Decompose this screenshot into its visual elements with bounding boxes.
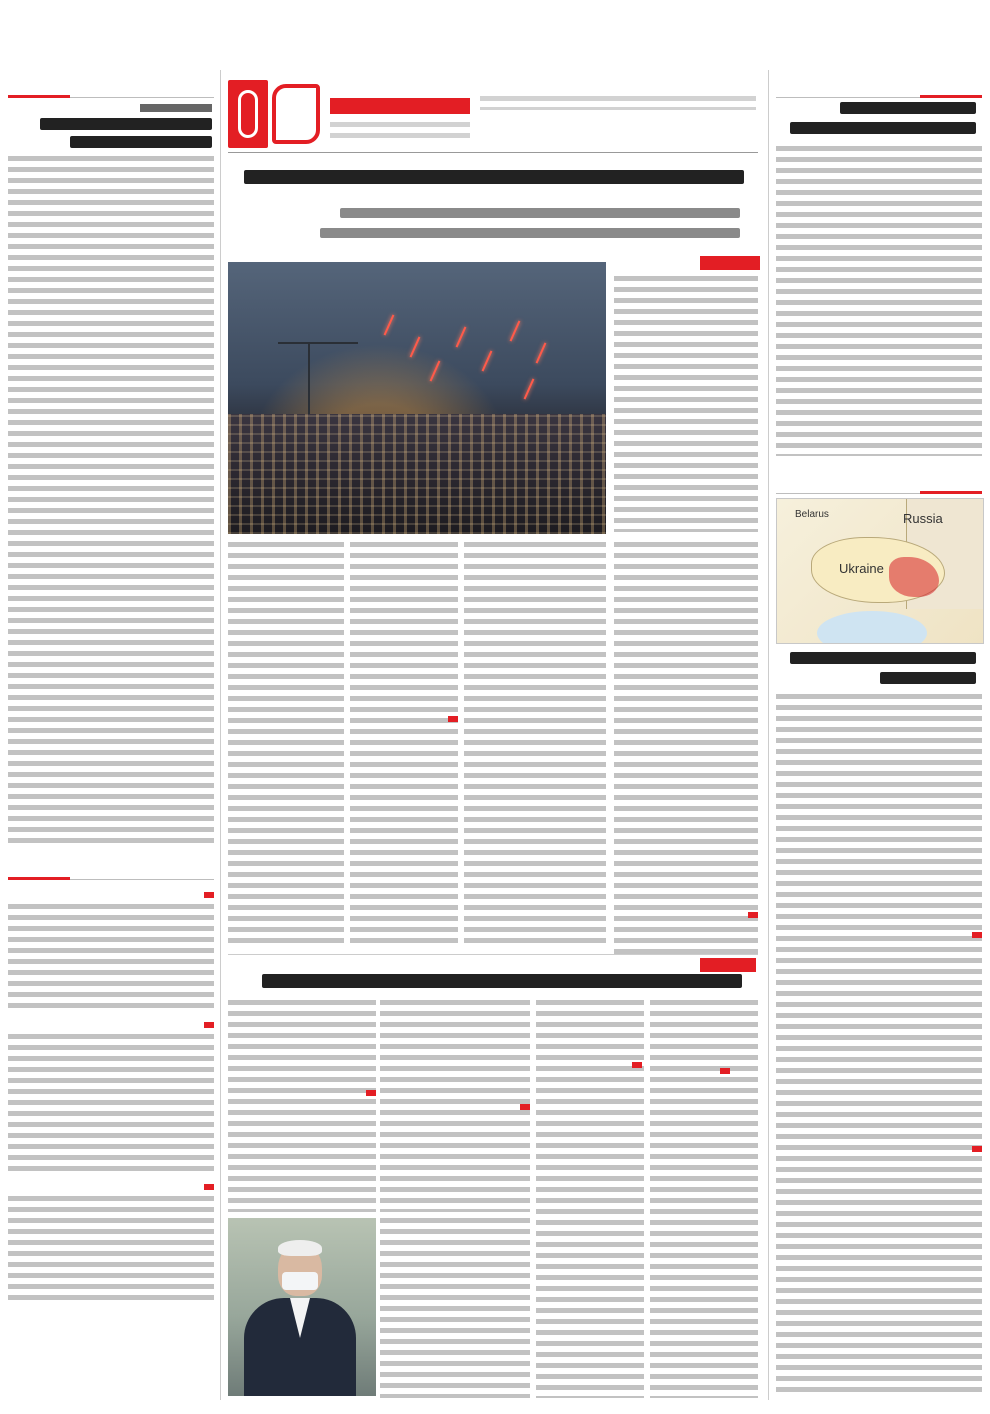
main-story-col-1 [614,542,758,954]
main-photo-night-city [228,262,606,534]
main-story-col-2 [464,542,606,946]
left-column-author [140,104,212,112]
second-story-col-1 [650,1000,758,1398]
main-subheadline-2 [320,228,740,238]
second-headline [262,974,742,988]
masthead-meta [330,122,470,138]
map-label-belarus: Belarus [795,509,829,520]
left-column-brief-1 [8,904,214,1012]
report-tag [700,256,760,270]
biden-photo [228,1218,376,1396]
left-column-headline-1 [40,118,212,130]
right-column-headline-1 [840,102,976,114]
right-column-story-2 [776,694,982,1398]
right-column-headline-4 [880,672,976,684]
masthead-rule [228,152,758,153]
left-column-story-1 [8,156,214,846]
city-lights [228,414,606,534]
right-column-header [776,70,982,98]
newspaper-logo-number [272,84,320,144]
right-column-story-1 [776,146,982,456]
second-story-col-4 [228,1000,376,1212]
map-label-ukraine: Ukraine [839,561,884,576]
main-story-col-3 [350,542,458,946]
report-2-tag [700,958,756,972]
main-subheadline-1 [340,208,740,218]
masthead-date-line [480,96,756,110]
photo-side-lead [614,276,758,532]
second-story-col-2 [536,1000,644,1398]
ukraine-map [776,498,984,644]
map-label-russia: Russia [903,511,943,526]
main-headline [244,170,744,184]
main-story-col-4 [228,542,344,946]
page-name-logo [330,90,470,120]
right-column-headline-2 [790,122,976,134]
right-column-headline-3 [790,652,976,664]
left-column-header [8,70,214,98]
right-column-header-2 [776,466,982,494]
left-column-header-2 [8,852,214,880]
left-column-headline-2 [70,136,212,148]
second-story-col-5 [380,1218,530,1398]
second-story-col-3 [380,1000,530,1212]
left-column-brief-2 [8,1034,214,1174]
left-column-brief-3 [8,1196,214,1306]
newspaper-logo [228,80,268,148]
